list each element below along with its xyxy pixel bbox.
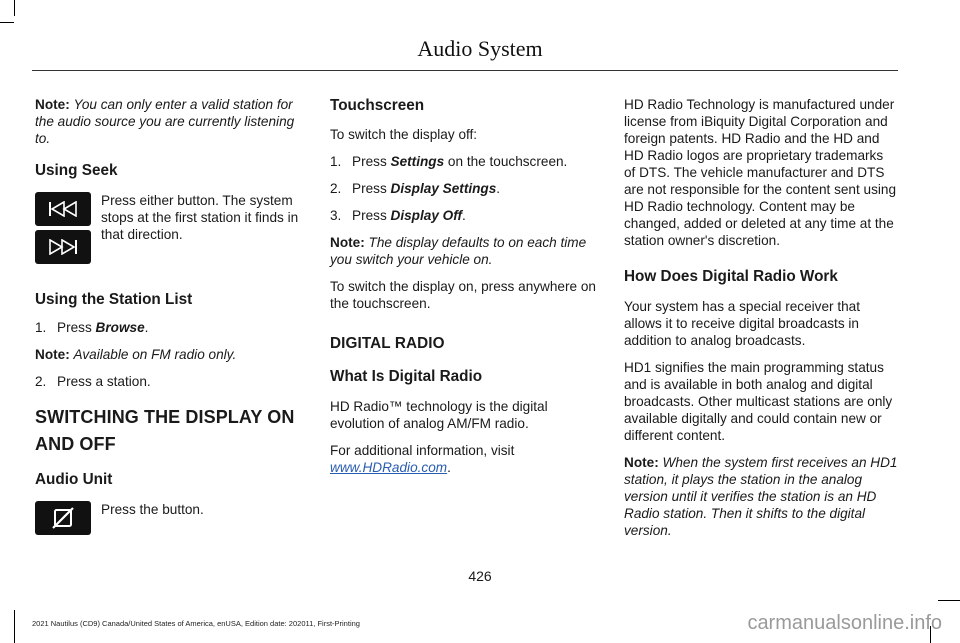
- switch-on-text: To switch the display on, press anywhere on the touchscreen.: [330, 279, 596, 311]
- note-available-station: [35, 96, 305, 147]
- step-text: Press a station.: [57, 374, 151, 389]
- display-off-term: Display Off: [390, 208, 463, 223]
- step-number: 1.: [35, 320, 47, 335]
- heading-using-seek: Using Seek: [35, 162, 118, 179]
- touch-step-3: [330, 207, 602, 224]
- audio-unit-row: [35, 501, 305, 539]
- display-off-icon-wrap: [35, 501, 93, 539]
- step-number: 1.: [330, 154, 342, 169]
- step-number: 2.: [35, 374, 47, 389]
- footer-edition: 2021 Nautilus (CD9) Canada/United States of America, enUSA, Edition date: 202011, First-Printing: [32, 619, 360, 628]
- step-text: [352, 180, 500, 197]
- display-settings-term: Display Settings: [390, 181, 497, 196]
- step-number: 2.: [330, 181, 342, 196]
- seek-forward-icon: [35, 230, 91, 264]
- additional-info-text: For additional information, visit: [330, 443, 515, 458]
- seek-icons: [35, 192, 93, 268]
- column-middle: [330, 96, 602, 486]
- step-text: [57, 319, 148, 336]
- note-label: Note:: [35, 347, 70, 362]
- step-text-prefix: Press: [352, 154, 391, 169]
- link-suffix: .: [447, 460, 451, 475]
- header-rule: [32, 70, 898, 71]
- note-text: You can only enter a valid station for the audio source you are currently listening to.: [35, 97, 295, 146]
- seek-back-icon: [35, 192, 91, 226]
- touch-step-1: [330, 153, 602, 170]
- note-display-defaults: [330, 234, 602, 268]
- heading-how-digital-radio-works: How Does Digital Radio Work: [624, 268, 838, 285]
- crop-mark: [14, 0, 15, 16]
- page-number: 426: [468, 568, 492, 584]
- step-text-suffix: on the touchscreen.: [444, 154, 568, 169]
- crop-mark: [938, 600, 960, 601]
- note-label: Note:: [35, 97, 70, 112]
- hd-license-text: HD Radio Technology is manufactured under license from iBiquity Digital Corporation and foreign patents. HD Radio and the HD and HD Radio logos are proprietary trademarks of DTS. The vehicle manufacturer and DTS are not responsible for the content sent using HD Radio technology. Content may be changed, added or deleted at any time at the station owner's discretion.: [624, 97, 897, 248]
- note-label: Note:: [330, 235, 365, 250]
- heading-audio-unit: Audio Unit: [35, 471, 113, 488]
- page-header-title: Audio System: [417, 36, 543, 61]
- step-text-suffix: .: [462, 208, 466, 223]
- column-left: [35, 96, 305, 539]
- what-is-text: HD Radio™ technology is the digital evolution of analog AM/FM radio.: [330, 399, 548, 431]
- watermark: carmanualsonline.info: [747, 612, 942, 634]
- note-label: Note:: [624, 455, 659, 470]
- step-text: [352, 207, 466, 224]
- station-step-1: [35, 319, 305, 336]
- heading-station-list: Using the Station List: [35, 291, 193, 308]
- note-fm-only: [35, 346, 305, 363]
- step-number: 3.: [330, 208, 342, 223]
- heading-digital-radio: DIGITAL RADIO: [330, 335, 445, 352]
- step-text-prefix: Press: [352, 181, 391, 196]
- crop-mark: [0, 22, 14, 23]
- seek-description: Press either button. The system stops at the first station it finds in that direction.: [101, 193, 299, 242]
- hd1-text: HD1 signifies the main programming status and is available in both analog and digital broadcasts. Other multicast stations are only available digitally and could contain new or different content.: [624, 360, 893, 443]
- browse-term: Browse: [95, 320, 145, 335]
- step-text: [352, 153, 567, 170]
- hdradio-link[interactable]: www.HDRadio.com: [330, 460, 448, 475]
- heading-switching-display: SWITCHING THE DISPLAY ON AND OFF: [35, 407, 295, 454]
- crop-mark: [14, 610, 15, 643]
- display-off-icon: [35, 501, 91, 535]
- note-text: The display defaults to on each time you switch your vehicle on.: [330, 235, 587, 267]
- additional-info: [330, 442, 602, 476]
- settings-term: Settings: [390, 154, 445, 169]
- step-text-prefix: Press: [352, 208, 391, 223]
- touch-step-2: [330, 180, 602, 197]
- audio-unit-description: Press the button.: [101, 502, 204, 517]
- heading-what-is-digital-radio: What Is Digital Radio: [330, 368, 483, 385]
- station-step-2: [35, 373, 305, 390]
- column-right: [624, 96, 898, 549]
- heading-touchscreen: Touchscreen: [330, 97, 425, 114]
- step-text-suffix: .: [144, 320, 149, 335]
- note-hd1-station: [624, 454, 898, 539]
- note-text: When the system first receives an HD1 station, it plays the station in the analog version until it verifies the station is an HD Radio station. Then it shifts to the digital version.: [624, 455, 898, 538]
- step-text-suffix: .: [496, 181, 501, 196]
- receiver-text: Your system has a special receiver that allows it to receive digital broadcasts in addition to analog broadcasts.: [624, 299, 860, 348]
- seek-row: [35, 192, 305, 268]
- step-text-prefix: Press: [57, 320, 96, 335]
- switch-off-intro: To switch the display off:: [330, 127, 478, 142]
- note-text: Available on FM radio only.: [73, 347, 237, 362]
